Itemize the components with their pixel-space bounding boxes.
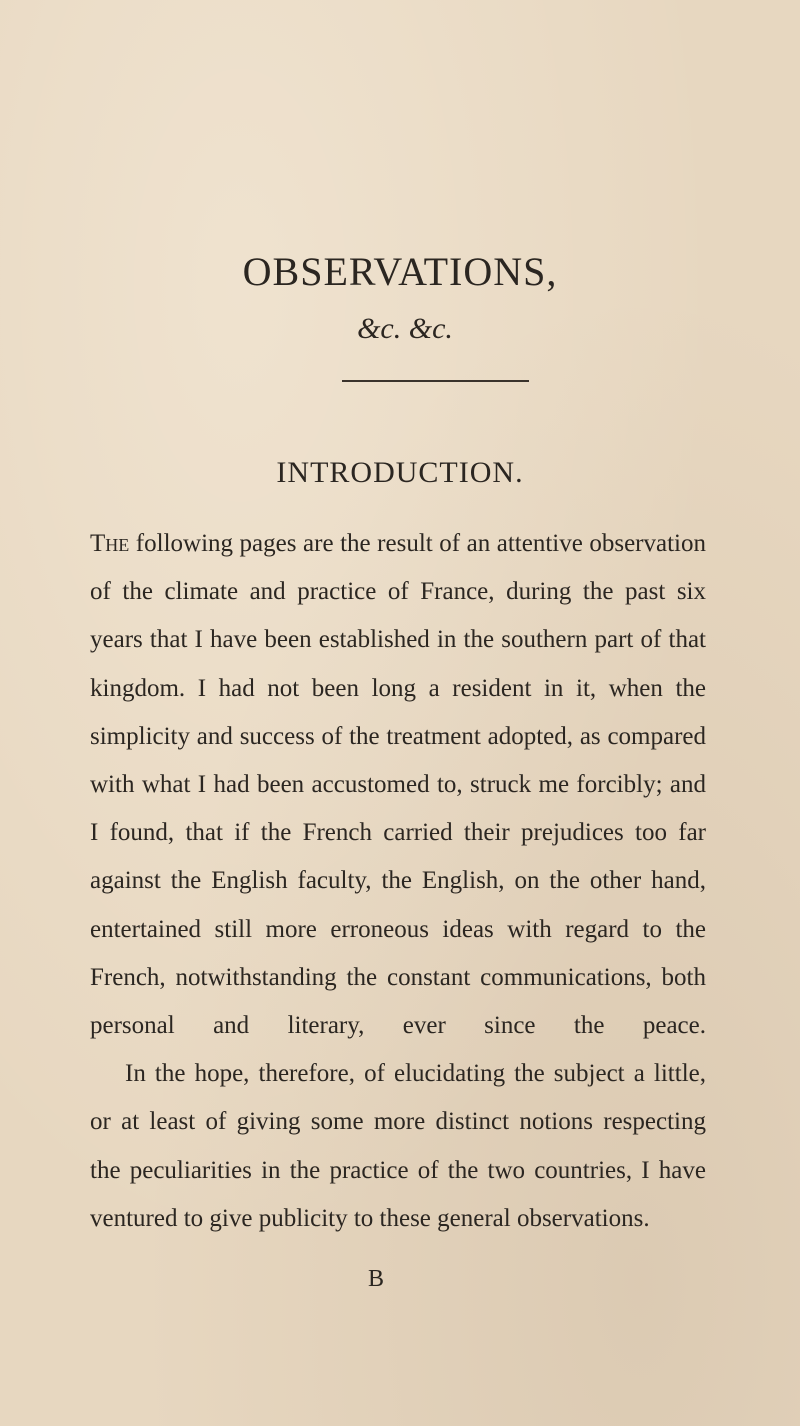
page-subtitle: &c. &c.	[357, 312, 453, 345]
paragraph-1	[90, 520, 706, 1050]
body-text	[90, 520, 706, 1243]
signature-mark: B	[368, 1266, 385, 1292]
paragraph-2: In the hope, therefore, of elucidating the subject a little, or at least of giving some more distinct notions respecting the peculiarities in the practice of the two countries, I have ventured to give publicity to these general observations.	[90, 1060, 706, 1232]
section-heading: INTRODUCTION.	[276, 456, 524, 489]
paragraph-1-lead: The	[90, 530, 130, 557]
divider-rule	[342, 380, 529, 382]
page-title: OBSERVATIONS,	[242, 249, 558, 294]
paragraph-1-text: following pages are the result of an attentive observation of the climate and practice of France, during the past six years that I have been established in the southern part of that kingdom. I had not been long a resident in it, when the simplicity and success of the treatment adopted, as compared with what I had been accustomed to, struck me forcibly; and I found, that if the French carried their prejudices too far against the English faculty, the English, on the other hand, entertained still more erroneous ideas with regard to the French, notwithstanding the constant communications, both personal and literary, ever since the peace.	[90, 530, 706, 1040]
